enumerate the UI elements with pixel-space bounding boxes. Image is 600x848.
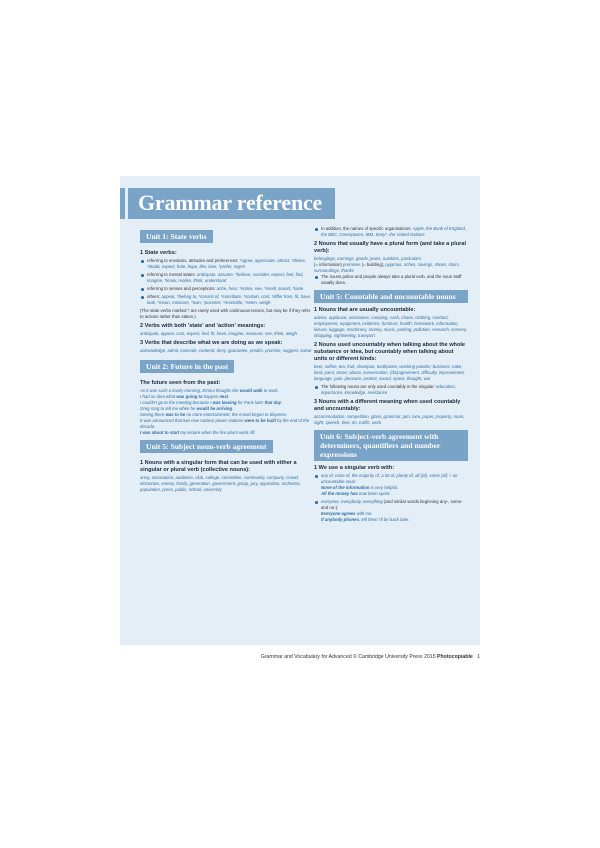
banner-strip <box>120 188 125 219</box>
unit1-bullet-others: others: appear, *belong to, *consist of, *constitute, *contain, cost, *differ from, fit, have, look, *mean, measure, *own, *possess, *resemble, *seem, weigh <box>140 294 314 306</box>
unit1-q2-examples: anticipate, appear, cost, expect, feel, fit, have, imagine, measure, see, think, weigh <box>140 331 297 336</box>
unit5b-q3-examples: accommodation, competition, glass, grammar, jam, lace, paper, property, room, sight, speech, time, tin, traffic, work <box>314 414 465 425</box>
unit5b-q1-examples: advice, applause, assistance, camping, cash, chaos, clothing, conduct, employment, equipment, evidence, furniture, health, homework, information, leisure, luggage, machinery, money, music, parking, pollution, research, scenery, shopping, sightseeing, transport <box>314 315 468 338</box>
unit1-q2: 2 Verbs with both 'state' and 'action' meanings: <box>140 323 266 329</box>
footer-copyright: Grammar and Vocabulary for Advanced © Cambridge University Press 2015 <box>260 654 438 660</box>
unit1-q1: 1 State verbs: <box>140 250 177 256</box>
unit1-header: Unit 1: State verbs <box>140 230 213 243</box>
unit5b-singular-list <box>314 384 468 396</box>
unit6-header: Unit 6: Subject-verb agreement with determiners, quantifiers and number expressions <box>314 430 468 461</box>
right-column <box>314 226 468 525</box>
unit2-sentence-6: It was announced that two new nuclear power stations were to be built by the end of the decade. <box>140 418 310 429</box>
unit2-sentence-1: As it was such a lovely morning, Emma thought she would walk to work. <box>140 388 279 393</box>
unit6-q1: 1 We use a singular verb with: <box>314 465 395 471</box>
unit1-bullet-senses: referring to senses and perceptions: ache, hear, *notice, see, *smell, sound, *taste <box>140 286 314 292</box>
unit1-q3: 3 Verbs that describe what we are doing as we speak: <box>140 340 283 346</box>
unit2-q1: The future seen from the past: <box>140 380 221 386</box>
footer-photocopiable: Photocopiable <box>437 654 473 660</box>
unit5a-header: Unit 5: Subject noun-verb agreement <box>140 440 273 453</box>
page-footer <box>120 654 480 660</box>
unit5a-bullet-organisations: In addition, the names of specific organisations: Apple, the Bank of England, the BBC, Greenpeace, IBM, Sony*, the United Nations <box>314 226 468 238</box>
unit2-sentence-5: Seeing there was to be no more entertainment, the crowd began to disperse. <box>140 412 288 417</box>
unit5b-q3: 3 Nouns with a different meaning when used countably and uncountably: <box>314 399 461 412</box>
unit1-bullet-mental: referring to mental states: anticipate, assume, *believe, consider, expect, feel, find, imagine, *know, realise, think, understand <box>140 272 314 284</box>
unit2-sentence-4: Greg rang to tell me when he would be arriving. <box>140 406 234 411</box>
unit5a-q2: 2 Nouns that usually have a plural form (and take a plural verb): <box>314 241 467 254</box>
page-title: Grammar reference <box>138 190 323 215</box>
unit5b-q2-examples: beer, coffee, tea, fruit, shampoo, toothpaste, washing powder; business, cake, land, paint, stone; abuse, conversation, (dis)agreement, difficulty, improvement, language, pain, pleasure, protest, sound, space, thought, war <box>314 364 465 381</box>
grammar-reference-page <box>120 176 480 645</box>
unit5a-q2-examples: belongings, earnings, goods, jeans, outskirts, particulars (= information) premises (= building), pyjamas, riches, savings, shoes, stairs, surroundings, thanks <box>314 256 460 273</box>
unit5b-header: Unit 5: Countable and uncountable nouns <box>314 290 468 303</box>
unit5a-bullet-police: The nouns police and people always take a plural verb, and the noun staff usually does. <box>314 274 468 286</box>
unit2-sentence-7: I was about to start my lecture when the fire alarm went off. <box>140 430 256 435</box>
unit5b-q1: 1 Nouns that are usually uncountable: <box>314 307 416 313</box>
unit2-sentence-3: I couldn't go to the meeting because I was leaving for Paris later that day. <box>140 400 283 405</box>
unit5b-bullet-singular: The following nouns are only used countably in the singular: education, importance, knowledge, resistance <box>314 384 468 396</box>
page-number: 1 <box>477 654 480 660</box>
unit5a-police-list <box>314 274 468 286</box>
unit6-list <box>314 473 468 523</box>
unit5a-organisations-list <box>314 226 468 238</box>
unit1-q3-examples: acknowledge, admit, concede, contend, deny, guarantee, predict, promise, suggest, swear <box>140 348 312 353</box>
unit1-list <box>140 258 314 306</box>
unit2-header: Unit 2: Future in the past <box>140 360 234 373</box>
title-banner <box>128 188 335 219</box>
unit2-sentence-2: I had no idea what was going to happen next. <box>140 394 230 399</box>
unit6-bullet-everyone: everyone, everybody, everything (and similar words beginning any-, some- and no-): Everyone agrees with me. If anybody phones, tell them I'll be back later. <box>314 499 468 523</box>
unit1-note: (The state verbs marked * are rarely used with continuous tenses, but may be if they refer to actions rather than states.) <box>140 308 311 319</box>
unit5a-q1-examples: army, association, audience, club, college, committee, community, company, crowd, electorate, enemy, family, generation, government, group, jury, opposition, orchestra, population, press, public, school, university <box>140 475 301 492</box>
unit1-bullet-emotions: referring to emotions, attitudes and preferences: *agree, appreciate, attract, *desire, *doubt, expect, hate, hope, like, love, *prefer, regret <box>140 258 314 270</box>
left-column <box>140 226 314 495</box>
unit5a-q1: 1 Nouns with a singular form that can be used with either a singular or plural verb (collective nouns): <box>140 460 297 473</box>
unit6-bullet-quantifiers: any of, none of, the majority of, a lot of, plenty of, all (of), some (of) + an uncountable noun: None of the information is very helpful. All the money has now been spent. <box>314 473 468 497</box>
unit5b-q2: 2 Nouns used uncountably when talking about the whole substance or idea, but countably when talking about units or different kinds: <box>314 342 466 362</box>
